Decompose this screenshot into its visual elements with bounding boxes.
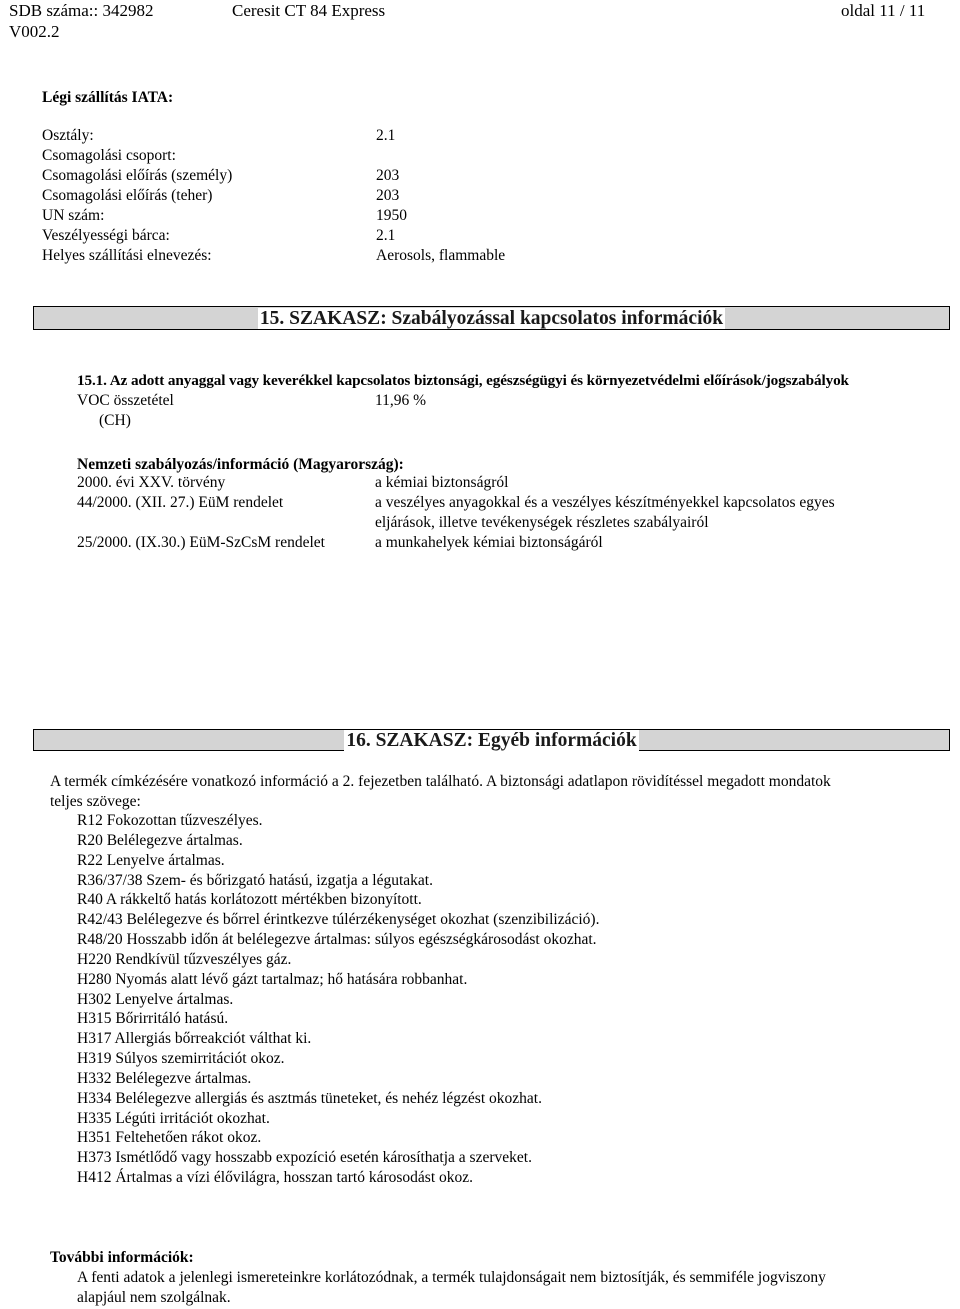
phrase-item: H332 Belélegezve ártalmas. xyxy=(77,1069,252,1087)
phrase-item: H412 Ártalmas a vízi élővilágra, hosszan tartó károsodást okoz. xyxy=(77,1169,473,1187)
page-number: oldal 11 / 11 xyxy=(841,1,926,20)
version: V002.2 xyxy=(9,22,60,41)
reg-desc: a munkahelyek kémiai biztonságáról xyxy=(375,534,603,551)
reg-desc: a kémiai biztonságról xyxy=(375,474,509,491)
national-title: Nemzeti szabályozás/információ (Magyarország): xyxy=(77,456,404,473)
phrase-item: H302 Lenyelve ártalmas. xyxy=(77,990,234,1008)
phrase-item: R20 Belélegezve ártalmas. xyxy=(77,831,243,849)
phrase-item: H220 Rendkívül tűzveszélyes gáz. xyxy=(77,950,292,968)
iata-label: Csomagolási csoport: xyxy=(42,147,176,164)
iata-label: Csomagolási előírás (teher) xyxy=(42,187,213,204)
iata-label: Veszélyességi bárca: xyxy=(42,227,170,244)
phrase-item: H351 Feltehetően rákot okoz. xyxy=(77,1129,262,1147)
further-info-text-cont: alapjául nem szolgálnak. xyxy=(77,1289,231,1306)
voc-sub: (CH) xyxy=(99,412,131,429)
section-16-intro: A termék címkézésére vonatkozó információ a 2. fejezetben található. A biztonsági adatlapon rövidítéssel megadott mondatok xyxy=(50,773,831,790)
phrase-item: H334 Belélegezve allergiás és asztmás tüneteket, és nehéz légzést okozhat. xyxy=(77,1089,542,1107)
section-15-1-heading: 15.1. Az adott anyaggal vagy keverékkel kapcsolatos biztonsági, egészségügyi és környezetvédelmi előírások/jogszabályok xyxy=(77,372,849,389)
iata-value: Aerosols, flammable xyxy=(376,247,506,264)
sdb-number: SDB száma:: 342982 xyxy=(9,1,154,20)
iata-label: Helyes szállítási elnevezés: xyxy=(42,247,212,264)
voc-value: 11,96 % xyxy=(375,392,427,409)
voc-label: VOC összetétel xyxy=(77,392,174,409)
section-15-title: 15. SZAKASZ: Szabályozással kapcsolatos információk xyxy=(259,308,724,329)
phrase-item: H280 Nyomás alatt lévő gázt tartalmaz; hő hatására robbanhat. xyxy=(77,970,468,988)
phrase-item: R48/20 Hosszabb időn át belélegezve ártalmas: súlyos egészségkárosodást okozhat. xyxy=(77,931,597,949)
phrase-item: H335 Légúti irritációt okozhat. xyxy=(77,1109,270,1127)
phrase-item: H373 Ismétlődő vagy hosszabb expozíció esetén károsíthatja a szerveket. xyxy=(77,1149,532,1167)
iata-label: Csomagolási előírás (személy) xyxy=(42,167,233,184)
phrase-item: R36/37/38 Szem- és bőrizgató hatású, izgatja a légutakat. xyxy=(77,871,433,889)
iata-value: 203 xyxy=(376,167,400,184)
iata-label: Osztály: xyxy=(42,127,94,144)
iata-value: 2.1 xyxy=(376,227,396,244)
further-info-text: A fenti adatok a jelenlegi ismereteinkre korlátozódnak, a termék tulajdonságait nem biztosítják, és semmiféle jogviszony xyxy=(77,1269,826,1286)
product-name: Ceresit CT 84 Express xyxy=(232,1,386,20)
iata-value: 1950 xyxy=(376,207,407,224)
phrase-item: R12 Fokozottan tűzveszélyes. xyxy=(77,812,263,829)
section-16-title: 16. SZAKASZ: Egyéb információk xyxy=(346,730,637,751)
phrase-item: H319 Súlyos szemirritációt okoz. xyxy=(77,1050,285,1068)
iata-title: Légi szállítás IATA: xyxy=(42,89,174,106)
iata-label: UN szám: xyxy=(42,207,105,224)
section-15-banner xyxy=(33,306,950,330)
reg-desc: eljárások, illetve tevékenységek részletes szabályairól xyxy=(375,514,709,531)
iata-value: 203 xyxy=(376,187,400,204)
reg-law: 44/2000. (XII. 27.) EüM rendelet xyxy=(77,494,284,511)
reg-law: 2000. évi XXV. törvény xyxy=(77,474,226,491)
phrase-item: R22 Lenyelve ártalmas. xyxy=(77,851,225,869)
phrase-item: H317 Allergiás bőrreakciót válthat ki. xyxy=(77,1030,312,1048)
phrase-item: H315 Bőrirritáló hatású. xyxy=(77,1010,229,1028)
iata-value: 2.1 xyxy=(376,127,396,144)
phrase-item: R40 A rákkeltő hatás korlátozott mértékben bizonyított. xyxy=(77,891,422,909)
phrase-item: R42/43 Belélegezve és bőrrel érintkezve túlérzékenységet okozhat (szenzibilizáció). xyxy=(77,911,600,929)
further-info-title: További információk: xyxy=(50,1249,194,1266)
reg-desc: a veszélyes anyagokkal és a veszélyes készítményekkel kapcsolatos egyes xyxy=(375,494,835,511)
section-16-intro-cont: teljes szövege: xyxy=(50,793,141,810)
reg-law: 25/2000. (IX.30.) EüM-SzCsM rendelet xyxy=(77,534,325,551)
section-16-banner xyxy=(33,729,950,751)
